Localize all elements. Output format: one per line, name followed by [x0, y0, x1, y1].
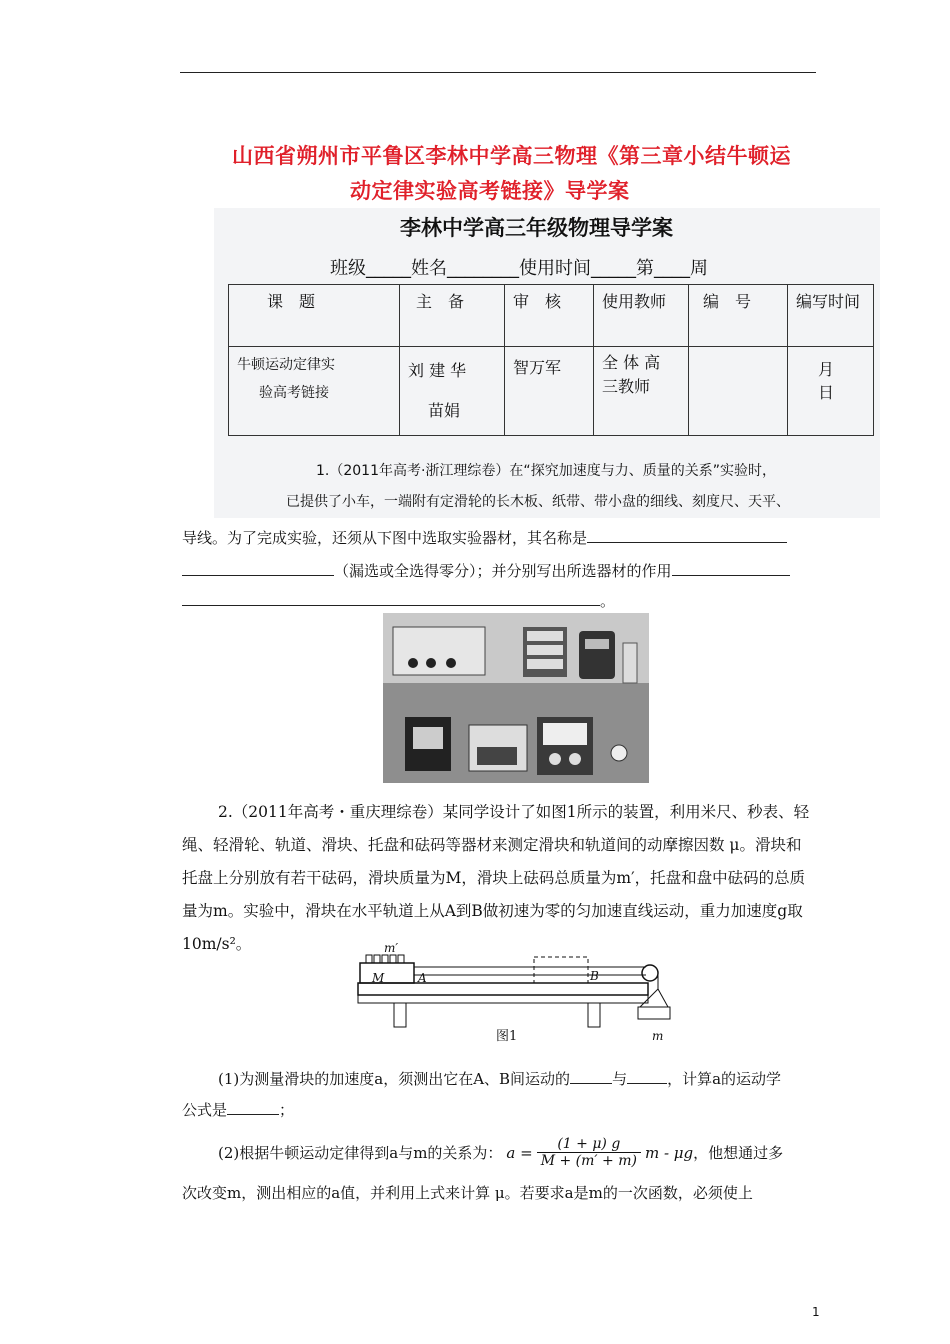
- lesson-info-table: [228, 284, 874, 436]
- header-date: 编写时间: [788, 285, 874, 347]
- q1-line-4: [182, 556, 790, 586]
- q1-line-3-text: 导线。为了完成实验，还须从下图中选取实验器材，其名称是: [182, 529, 588, 547]
- label-m: m: [652, 1029, 664, 1043]
- q1-line-5-end: 。: [600, 592, 616, 610]
- topic-line-1: 牛顿运动定律实: [237, 357, 335, 373]
- student-info-line: 班级_____姓名________使用时间_____第____周: [330, 258, 708, 279]
- author-line-1: 刘 建 华: [408, 361, 467, 380]
- answer-blank-4[interactable]: [182, 587, 600, 606]
- sub-question-1-cont-end: ；: [279, 1101, 295, 1119]
- teachers-line-2: 三教师: [602, 377, 651, 396]
- header-topic: 课 题: [229, 285, 400, 347]
- sub-question-2-end: ，他想通过多: [693, 1144, 784, 1162]
- label-B: B: [590, 969, 599, 983]
- cell-reviewer: 智万军: [505, 347, 594, 436]
- header-teachers: 使用教师: [594, 285, 689, 347]
- label-A: A: [418, 971, 427, 985]
- formula-denominator: M + (m′ + m): [537, 1152, 641, 1169]
- label-M: M: [372, 971, 385, 985]
- q1-line-4-text: （漏选或全选得零分）；并分别写出所选器材的作用: [334, 562, 672, 580]
- sub-question-1: [218, 1065, 781, 1089]
- header-author: 主 备: [400, 285, 505, 347]
- q1-line-1: 1.（2011年高考·浙江理综卷）在“探究加速度与力、质量的关系”实验时，: [316, 463, 776, 479]
- sub-question-2-cont: 次改变m，测出相应的a值，并利用上式来计算 μ。若要求a是m的一次函数，必须使上: [182, 1184, 753, 1202]
- q2-text: 2.（2011年高考・重庆理综卷）某同学设计了如图1所示的装置，利用米尺、秒表、轻绳、轻滑轮、轨道、滑块、托盘和砝码等器材来测定滑块和轨道间的动摩擦因数 μ。滑块和托盘上分别放有若干砝码，滑块质量为M，滑块上砝码总质量为m′，托盘和盘中砝码的总质量为m。实验中，滑块在水平轨道上从A到B做初速为零的匀加速直线运动，重力加速度g取10m/s²。: [182, 803, 810, 953]
- answer-blank-1[interactable]: [587, 524, 787, 543]
- formula-lhs: a =: [506, 1143, 533, 1162]
- sub-question-1-mid: 与: [612, 1070, 628, 1088]
- doc-title-line-1: 山西省朔州市平鲁区李林中学高三物理《第三章小结牛顿运: [232, 144, 791, 168]
- figure-1: [356, 941, 676, 1049]
- q1-line-5: [182, 586, 615, 616]
- header-rule: [180, 72, 816, 73]
- page-number: 1: [812, 1305, 820, 1319]
- sub-question-2-text: (2)根据牛顿运动定律得到a与m的关系为：: [218, 1144, 503, 1162]
- formula-numerator: (1 + μ) g: [557, 1136, 621, 1152]
- q1-line-2: 已提供了小车，一端附有定滑轮的长木板、纸带、带小盘的细线、刻度尺、天平、: [286, 494, 790, 510]
- answer-blank-2[interactable]: [182, 557, 334, 576]
- equipment-photo-image: [383, 613, 649, 783]
- cell-date: 月 日: [788, 347, 874, 436]
- answer-blank-5[interactable]: [570, 1065, 612, 1084]
- answer-blank-7[interactable]: [227, 1096, 279, 1115]
- cell-author: [400, 347, 505, 436]
- label-m-prime: m′: [384, 941, 399, 955]
- teachers-line-1: 全 体 高: [602, 353, 661, 372]
- author-line-2: 苗娟: [428, 401, 461, 420]
- formula-tail: m - μg: [644, 1143, 694, 1162]
- sub-question-1-text: (1)为测量滑块的加速度a，须测出它在A、B间运动的: [218, 1070, 571, 1088]
- sub-question-1-cont-text: 公式是: [182, 1101, 228, 1119]
- sub-question-1-end: ，计算a的运动学: [667, 1070, 782, 1088]
- equipment-photo: [383, 613, 649, 783]
- figure-caption: 图1: [496, 1029, 518, 1044]
- answer-blank-3[interactable]: [672, 557, 790, 576]
- cell-number: [689, 347, 788, 436]
- formula-fraction: [537, 1136, 641, 1169]
- sub-question-2: [218, 1136, 783, 1169]
- doc-title-line-2: 动定律实验高考链接》导学案: [350, 179, 630, 203]
- header-number: 编 号: [689, 285, 788, 347]
- topic-line-2: 验高考链接: [259, 385, 329, 401]
- header-reviewer: 审 核: [505, 285, 594, 347]
- cell-teachers: [594, 347, 689, 436]
- cell-topic: [229, 347, 400, 436]
- q1-line-3: [182, 523, 787, 553]
- school-heading: 李林中学高三年级物理导学案: [400, 216, 673, 240]
- sub-question-1-cont: [182, 1096, 294, 1120]
- answer-blank-6[interactable]: [627, 1065, 667, 1084]
